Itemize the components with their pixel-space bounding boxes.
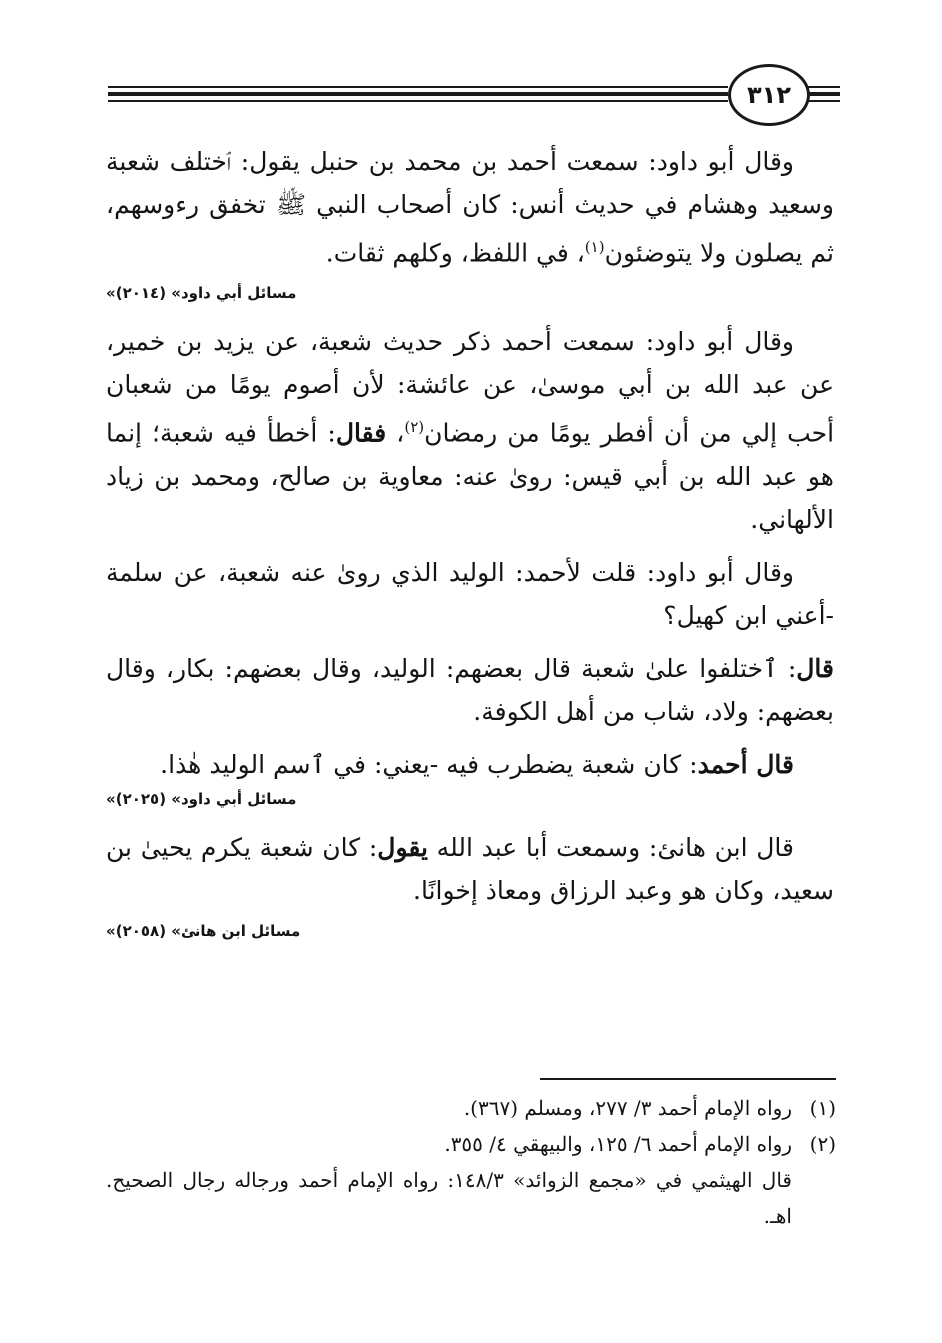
footnote-marker-1: (١) [584, 238, 605, 256]
footnote-marker-2: (٢) [404, 418, 425, 437]
header-rule-bottom [108, 100, 728, 102]
source-reference-3: «مسائل ابن هانئ» (٢٠٥٨) [106, 921, 301, 940]
paragraph-1: وقال أبو داود: سمعت أحمد بن محمد بن حنبل يقول: ٱختلف شعبة وسعيد وهشام في حديث أنس: كان أصحاب النبي ﷺ تخفق رءوسهم، ثم يصلون ولا يتوضئون$^{(١)}$، في اللفظ، وكلهم ثقات. [106, 147, 834, 268]
footnotes [106, 1090, 836, 1234]
header-rule-right-bottom [808, 100, 840, 102]
paragraph-5: قال أحمد: كان شعبة يضطرب فيه -يعني: في ٱسم الوليد هٰذا. [160, 749, 794, 779]
paragraph-6: قال ابن هانئ: وسمعت أبا عبد الله يقول: كان شعبة يكرم يحيىٰ بن سعيد، وكان هو وعبد الرزاق ومعاذ إخوانًا. [106, 832, 834, 905]
footnote-2 [106, 1126, 836, 1162]
header-rule-right-top [808, 86, 840, 88]
footnote-text: رواه الإمام أحمد ٦/ ١٢٥، والبيهقي ٤/ ٣٥٥. [444, 1132, 792, 1156]
footnote-separator [540, 1078, 836, 1080]
header-rule-middle [108, 92, 728, 96]
page-number: ٣١٢ [728, 64, 810, 126]
paragraph-2: وقال أبو داود: سمعت أحمد ذكر حديث شعبة، عن يزيد بن خمير، عن عبد الله بن أبي موسىٰ، عن عائشة: لأن أصوم يومًا من شعبان أحب إلي من أن أفطر يومًا من رمضان$^{(٢)}$، فقال: أخطأ فيه شعبة؛ إنما هو عبد الله بن أبي قيس: روىٰ عنه: معاوية بن صالح، ومحمد بن زياد الألهاني. [106, 327, 835, 534]
footnote-1 [106, 1090, 836, 1126]
paragraph-4: قال: ٱختلفوا علىٰ شعبة قال بعضهم: الوليد، وقال بعضهم: بكار، وقال بعضهم: ولاد، شاب من أهل الكوفة. [106, 653, 834, 726]
footnote-text: رواه الإمام أحمد ٣/ ٢٧٧، ومسلم (٣٦٧). [463, 1096, 792, 1120]
footnote-text: قال الهيثمي في «مجمع الزوائد» ١٤٨/٣: رواه الإمام أحمد ورجاله رجال الصحيح. اهـ. [106, 1168, 792, 1228]
footnote-number: (١) [809, 1096, 836, 1120]
header-rule-top [108, 86, 728, 88]
paragraph-3: وقال أبو داود: قلت لأحمد: الوليد الذي روىٰ عنه شعبة، عن سلمة -أعني ابن كهيل؟ [106, 557, 834, 630]
footnote-2-continuation [106, 1162, 836, 1234]
footnote-number: (٢) [809, 1132, 836, 1156]
source-reference-1: «مسائل أبي داود» (٢٠١٤) [106, 284, 297, 303]
header-rule-right-middle [808, 92, 840, 96]
main-text [106, 140, 834, 940]
source-reference-2: «مسائل أبي داود» (٢٠٢٥) [106, 789, 297, 808]
page-header [108, 62, 840, 126]
